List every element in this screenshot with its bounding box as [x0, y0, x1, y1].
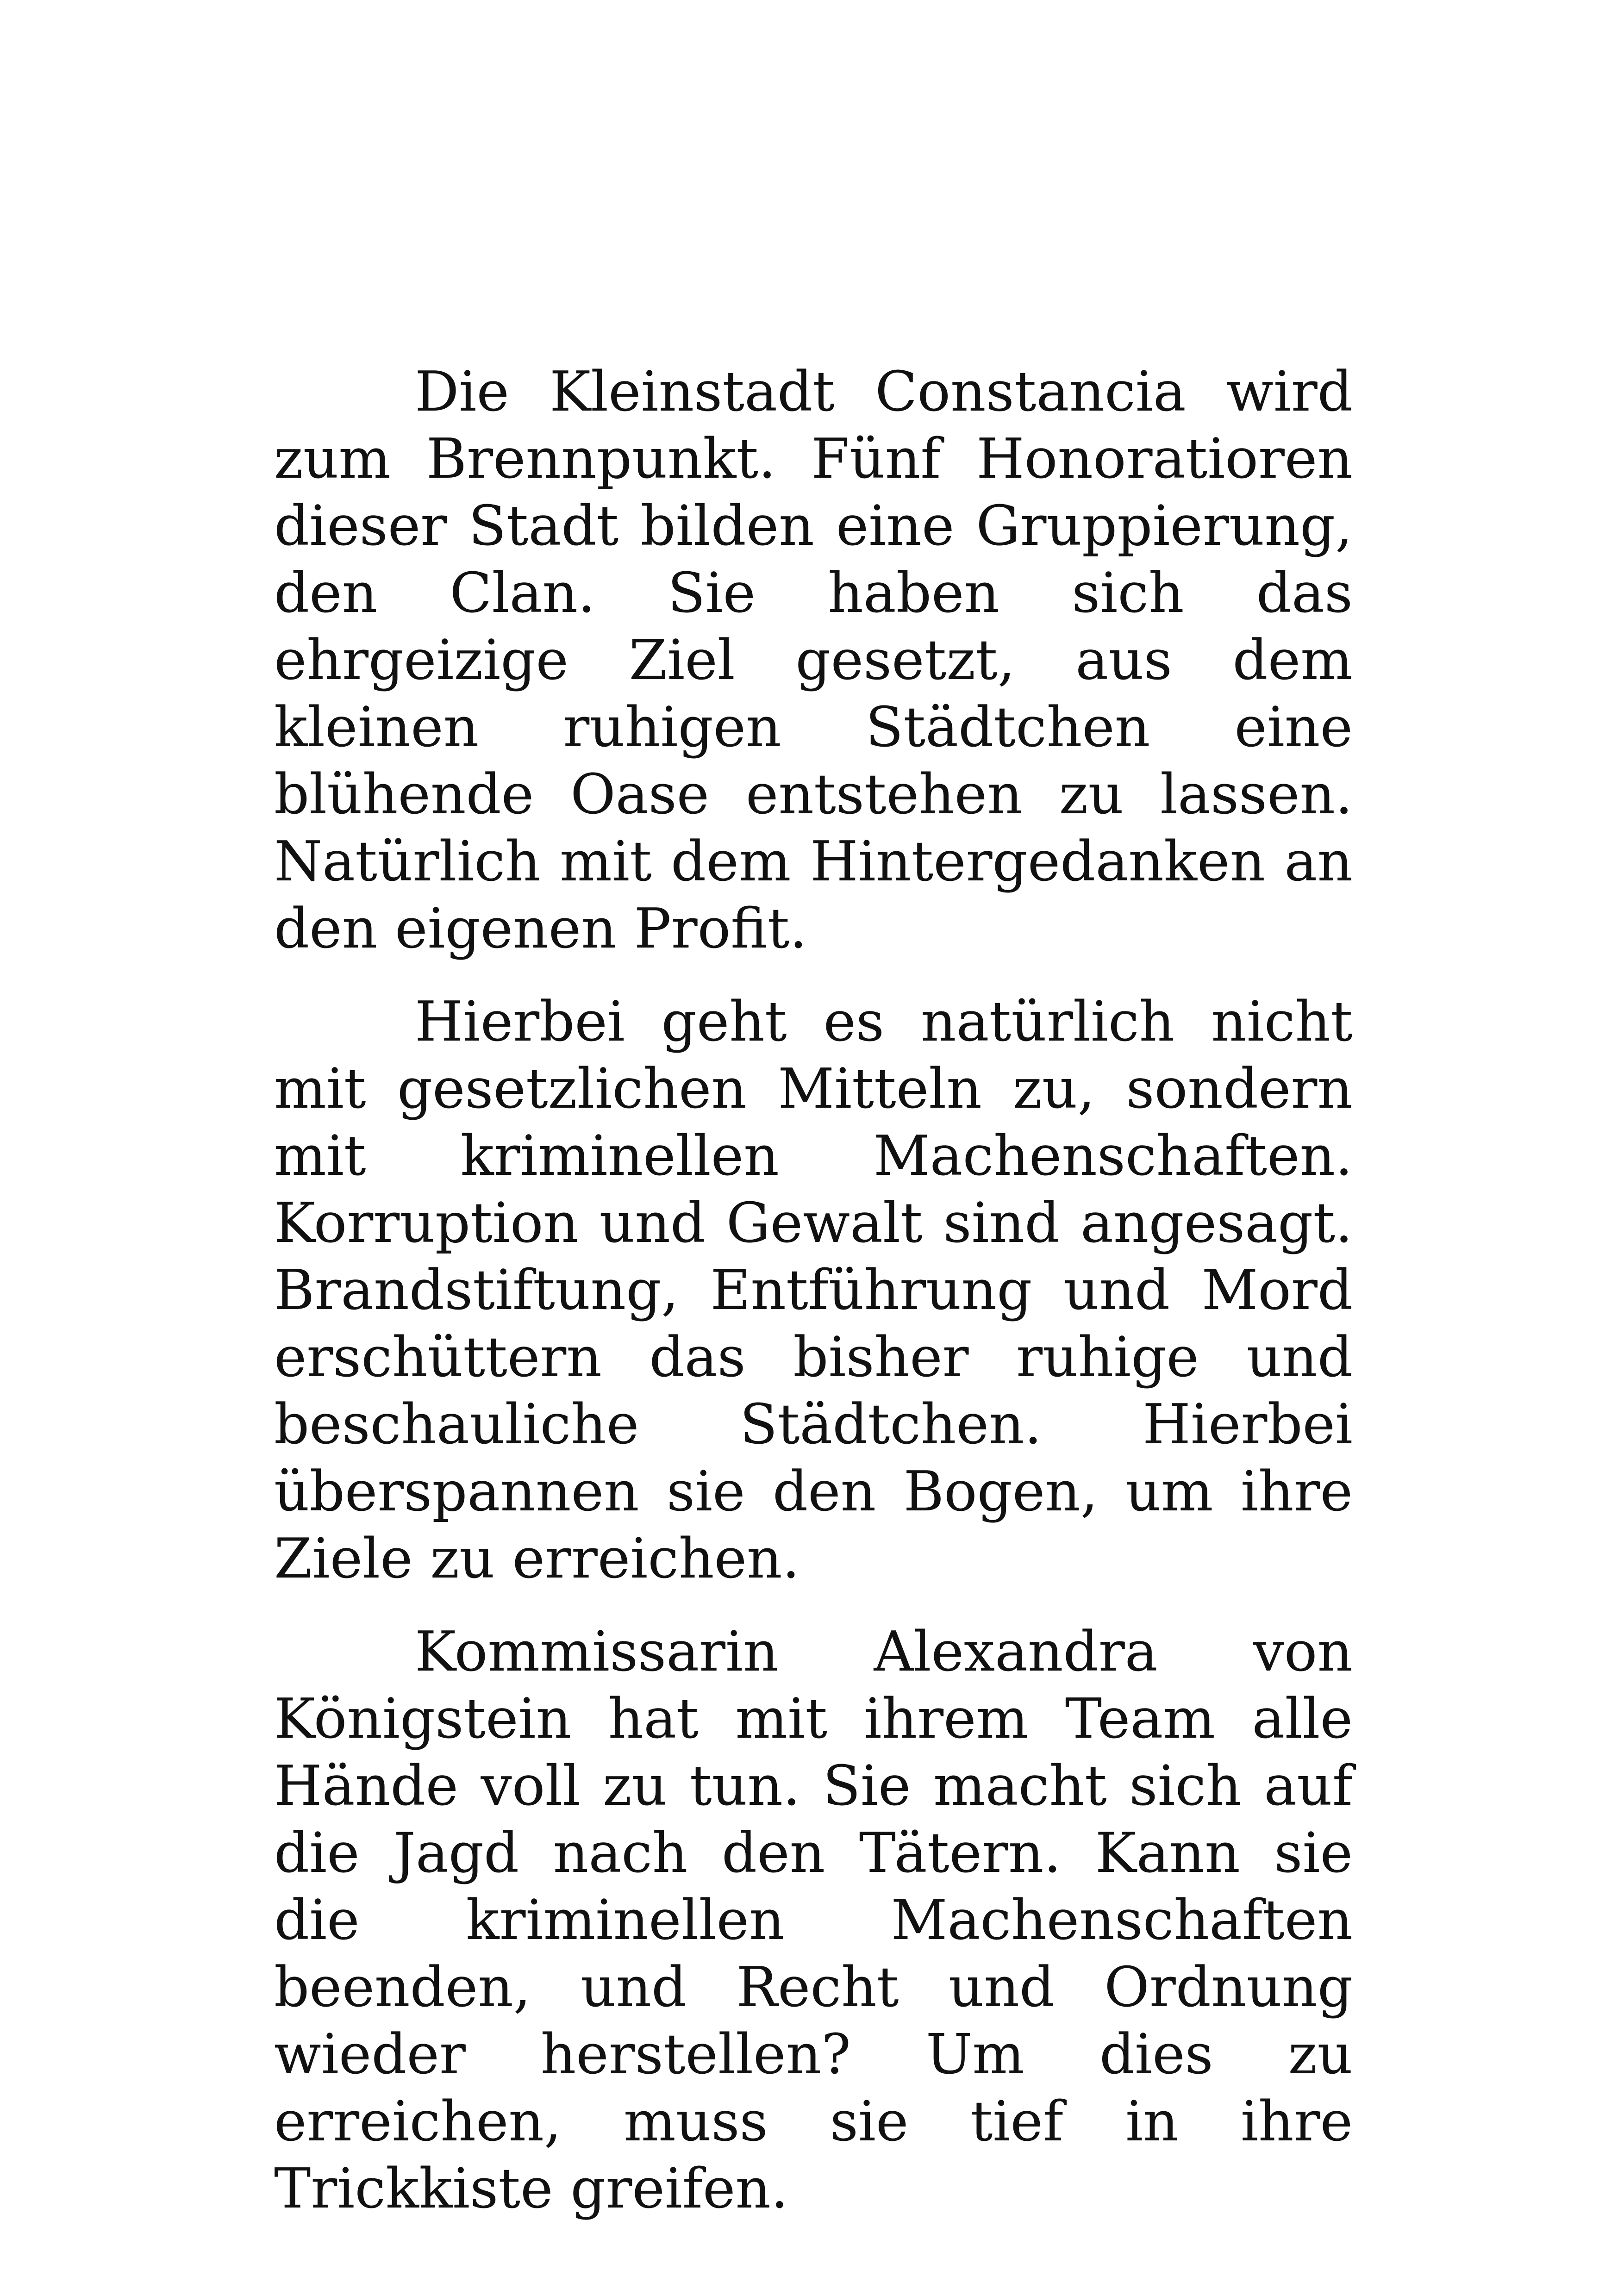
body-text: [274, 359, 1353, 2249]
paragraph-2: Hierbei geht es natürlich nicht mit gesetzlichen Mitteln zu, sondern mit kriminellen Machenschaften. Korruption und Gewalt sind angesagt. Brandstiftung, Entführung und Mord erschüttern das bisher ruhige und beschauliche Städtchen. Hierbei überspannen sie den Bogen, um ihre Ziele zu erreichen.: [274, 990, 1353, 1591]
paragraph-1: Die Kleinstadt Constancia wird zum Brennpunkt. Fünf Honoratioren dieser Stadt bilden eine Gruppierung, den Clan. Sie haben sich das ehrgeizige Ziel gesetzt, aus dem kleinen ruhigen Städtchen eine blühende Oase entstehen zu lassen. Natürlich mit dem Hintergedanken an den eigenen Profit.: [274, 360, 1353, 961]
paragraph-3: Kommissarin Alexandra von Königstein hat mit ihrem Team alle Hände voll zu tun. Sie macht sich auf die Jagd nach den Tätern. Kann sie die kriminellen Machenschaften beenden, und Recht und Ordnung wieder herstellen? Um dies zu erreichen, muss sie tief in ihre Trickkiste greifen.: [274, 1620, 1353, 2221]
